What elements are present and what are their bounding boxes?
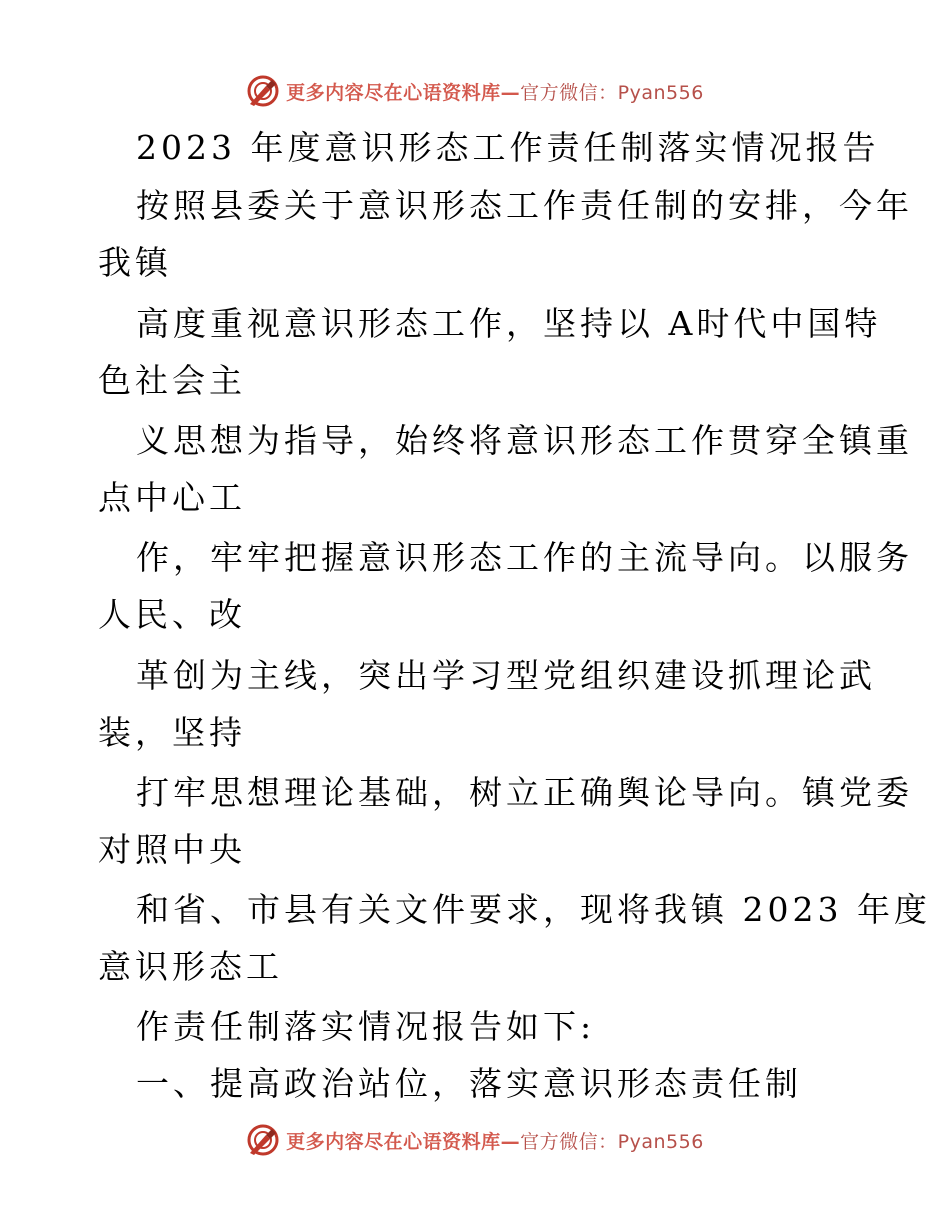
footer-banner-text: 更多内容尽在心语资料库—官方微信：Pyan556 [286, 1130, 704, 1153]
pen-logo-icon [246, 74, 280, 108]
paragraph-line: 高度重视意识形态工作，坚持以 A时代中国特 [136, 304, 882, 343]
footer-banner [0, 1120, 950, 1160]
paragraph-line: 和省、市县有关文件要求，现将我镇 2023 年度 [136, 890, 931, 929]
paragraph-line: 革创为主线，突出学习型党组织建设抓理论武 [136, 656, 876, 695]
paragraph-line: 人民、改 [98, 595, 246, 634]
paragraph-line: 色社会主 [98, 361, 246, 400]
header-banner [0, 71, 950, 111]
paragraph-line: 作责任制落实情况报告如下: [136, 1007, 596, 1046]
footer-wechat: 官方微信：Pyan556 [520, 1130, 704, 1153]
header-banner-text: 更多内容尽在心语资料库—官方微信：Pyan556 [286, 81, 704, 104]
paragraph-line: 装，坚持 [98, 713, 246, 752]
pen-logo-icon [246, 1123, 280, 1157]
paragraph-line: 作，牢牢把握意识形态工作的主流导向。以服务 [136, 538, 913, 577]
document-title: 2023 年度意识形态工作责任制落实情况报告 [136, 128, 880, 167]
paragraph-line: 打牢思想理论基础，树立正确舆论导向。镇党委 [136, 773, 913, 812]
header-wechat: 官方微信：Pyan556 [520, 81, 704, 104]
paragraph-line: 我镇 [98, 243, 172, 282]
paragraph-line: 义思想为指导，始终将意识形态工作贯穿全镇重 [136, 421, 913, 460]
paragraph-line: 对照中央 [98, 830, 246, 869]
paragraph-line: 点中心工 [98, 478, 246, 517]
paragraph-line: 按照县委关于意识形态工作责任制的安排，今年 [136, 186, 913, 225]
section-heading: 一、提高政治站位，落实意识形态责任制 [136, 1064, 802, 1103]
paragraph-line: 意识形态工 [98, 947, 283, 986]
